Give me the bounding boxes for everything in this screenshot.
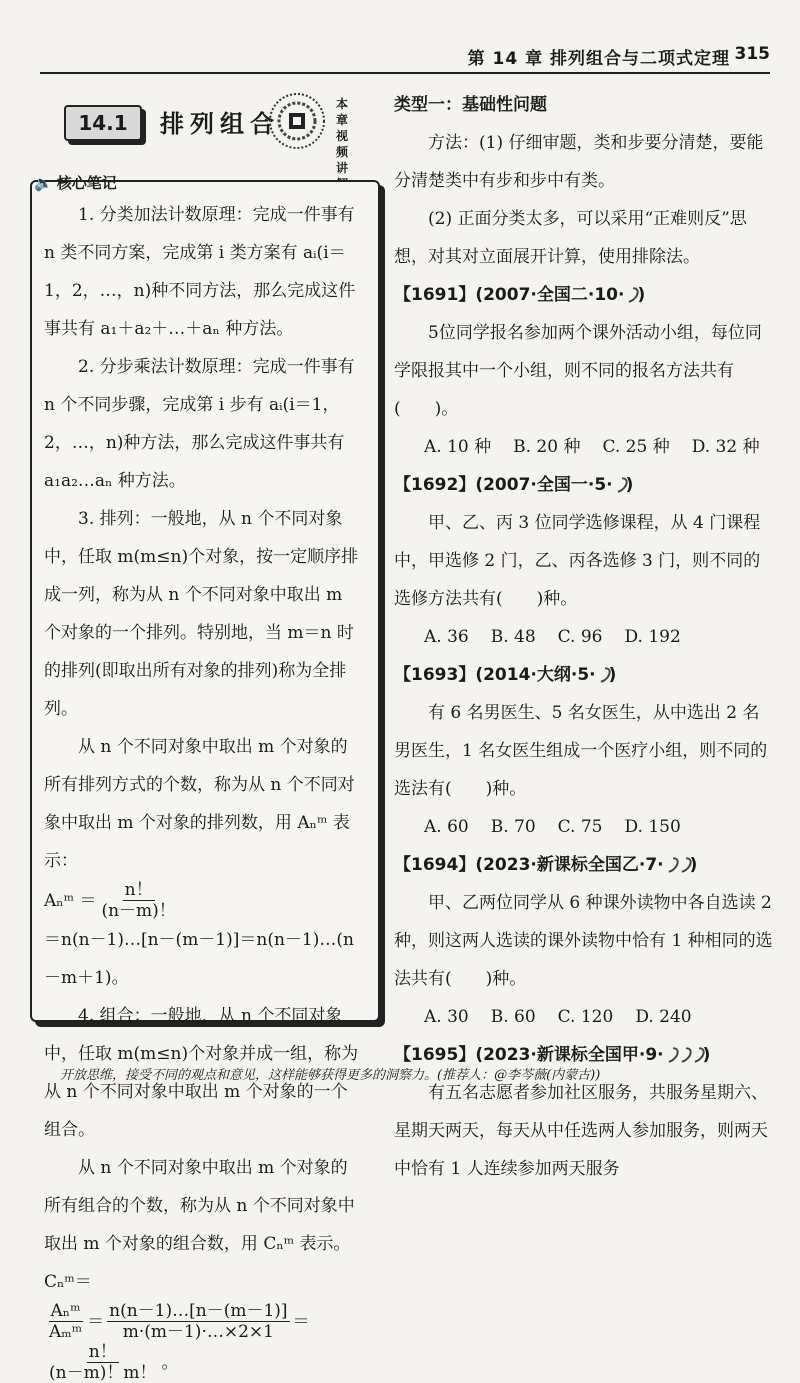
problem-stem: 有 6 名男医生、5 名女医生，从中选出 2 名男医生，1 名女医生组成一个医疗小组，则不同的选法有( )种。 xyxy=(394,703,768,799)
problem-header xyxy=(394,276,774,314)
method-one: 方法：(1) 仔细审题，类和步要分清楚，要能分清楚类中有步和步中有类。 xyxy=(394,133,764,191)
option-item: D. 192 xyxy=(624,627,681,647)
problem-source: 【1692】(2007·全国一·5· xyxy=(394,475,613,495)
core-notes-content xyxy=(44,196,362,1383)
formula-lhs: Aₙᵐ ＝ xyxy=(44,890,97,911)
option-item: B. 70 xyxy=(490,817,536,837)
option-item: A. 36 xyxy=(424,627,469,647)
section-title: 排列组合 xyxy=(160,110,280,138)
note-addition-principle: 1. 分类加法计数原理：完成一件事有 n 类不同方案，完成第 i 类方案有 aᵢ(i＝1，2，…，n)种不同方法，那么完成这件事共有 a₁＋a₂＋…＋aₙ 种方法。 xyxy=(44,205,356,339)
core-notes-label xyxy=(34,172,117,193)
note-combination-number: 从 n 个不同对象中取出 m 个对象的所有组合的个数，称为从 n 个不同对象中取出 m 个对象的组合数，用 Cₙᵐ 表示。Cₙᵐ＝ xyxy=(44,1158,355,1292)
method-two: (2) 正面分类太多，可以采用“正难则反”思想，对其对立面展开计算，使用排除法。 xyxy=(394,209,747,267)
problem-header-close: ) xyxy=(608,665,617,685)
problem-source: 【1695】(2023·新课标全国甲·9· xyxy=(394,1045,664,1065)
problem-stem: 甲、乙两位同学从 6 种课外读物中各自选读 2 种，则这两人选读的课外读物中恰有 1 种相同的选法共有( )种。 xyxy=(394,893,773,989)
fraction-numerator: Aₙᵐ xyxy=(50,1301,81,1321)
fraction-numerator: n！ xyxy=(88,1342,117,1362)
qr-caption xyxy=(336,96,352,192)
fraction xyxy=(47,1342,158,1383)
option-item: C. 25 种 xyxy=(602,437,670,457)
option-item: D. 240 xyxy=(635,1007,692,1027)
option-item: D. 32 种 xyxy=(691,437,760,457)
problems-column xyxy=(394,86,774,1188)
problem-stem: 5位同学报名参加两个课外活动小组，每位同学限报其中一个小组，则不同的报名方法共有( )。 xyxy=(394,323,762,419)
problem-options xyxy=(394,808,774,846)
fraction xyxy=(99,880,177,921)
problem-source: 【1694】(2023·新课标全国乙·7· xyxy=(394,855,664,875)
combination-formula: $\frac{\text{Aₙᵐ}}{\text{Aₘᵐ}}$ ＝ $\frac{n(n-1)\dots[n-(m-1)]}{m\cdot(m-1)\cdot\dots\times 2\times 1}$ ＝ $\frac{n!}{(n-m)!m!}$ 。 xyxy=(49,1301,310,1383)
problem-header-close: ) xyxy=(637,285,646,305)
option-item: A. 10 种 xyxy=(424,437,492,457)
problem-options xyxy=(394,998,774,1036)
fraction-denominator: (n－m)！m！ xyxy=(49,1363,157,1383)
chapter-title: 第 14 章 排列组合与二项式定理 xyxy=(467,49,730,69)
permutation-formula xyxy=(44,880,362,997)
problem-options xyxy=(394,618,774,656)
option-item: A. 60 xyxy=(424,817,469,837)
problem-header-close: ) xyxy=(689,855,698,875)
fraction-denominator: (n－m)！ xyxy=(101,901,176,921)
problem-header xyxy=(394,656,774,694)
fraction xyxy=(107,1301,289,1342)
option-item: B. 48 xyxy=(490,627,536,647)
option-item: C. 120 xyxy=(557,1007,614,1027)
fraction-denominator: m·(m－1)·…×2×1 xyxy=(122,1322,274,1342)
footer-quote: 开放思维，接受不同的观点和意见，这样能够获得更多的洞察力。(推荐人：@李芩薇(内蒙古)) xyxy=(60,1068,601,1083)
option-item: B. 20 种 xyxy=(513,437,581,457)
fraction-numerator: n！ xyxy=(124,880,153,900)
note-permutation-number: 从 n 个不同对象中取出 m 个对象的所有排列方式的个数，称为从 n 个不同对象中取出 m 个对象的排列数，用 Aₙᵐ 表示： xyxy=(44,737,355,871)
problem-options xyxy=(394,428,774,466)
page-number: 315 xyxy=(734,44,770,64)
problem-source: 【1693】(2014·大纲·5· xyxy=(394,665,596,685)
note-permutation-definition: 3. 排列：一般地，从 n 个不同对象中，任取 m(m≤n)个对象，按一定顺序排成一列，称为从 n 个不同对象中取出 m 个对象的一个排列。特别地，当 m＝n 时的排列(即取出所有对象的排列)称为全排列。 xyxy=(44,509,359,719)
option-item: A. 30 xyxy=(424,1007,469,1027)
qr-caption-line: 讲 xyxy=(336,161,349,175)
fraction xyxy=(47,1301,84,1342)
qr-caption-line: 视频 xyxy=(336,129,349,159)
option-item: C. 75 xyxy=(557,817,603,837)
formula-end: 。 xyxy=(161,1352,179,1373)
fraction-numerator: n(n－1)…[n－(m－1)] xyxy=(109,1301,288,1321)
option-item: B. 60 xyxy=(490,1007,536,1027)
problem-header-close: ) xyxy=(702,1045,711,1065)
type-title: 类型一：基础性问题 xyxy=(394,95,547,115)
problem-stem: 甲、乙、丙 3 位同学选修课程，从 4 门课程中，甲选修 2 门，乙、丙各选修 3 门，则不同的选修方法共有( )种。 xyxy=(394,513,761,609)
option-item: D. 150 xyxy=(624,817,681,837)
problem-header xyxy=(394,466,774,504)
section-number-badge: 14.1 xyxy=(64,105,142,141)
problem-stem: 有五名志愿者参加社区服务，共服务星期六、星期天两天，每天从中任选两人参加服务，则两天中恰有 1 人连续参加两天服务 xyxy=(394,1083,768,1179)
qr-code-icon[interactable] xyxy=(268,92,326,150)
option-item: C. 96 xyxy=(557,627,603,647)
core-notes-title: 核心笔记 xyxy=(56,174,117,192)
page-header xyxy=(440,40,770,74)
problem-list xyxy=(394,276,774,1188)
header-rule xyxy=(40,72,770,74)
problem-source: 【1691】(2007·全国二·10· xyxy=(394,285,625,305)
fraction-denominator: Aₘᵐ xyxy=(49,1322,83,1342)
problem-header xyxy=(394,846,774,884)
note-combination-definition: 4. 组合：一般地，从 n 个不同对象中，任取 m(m≤n)个对象并成一组，称为从 n 个不同对象中取出 m 个对象的一个组合。 xyxy=(44,1006,359,1140)
note-multiplication-principle: 2. 分步乘法计数原理：完成一件事有 n 个不同步骤，完成第 i 步有 aᵢ(i＝1，2，…，n)种方法，那么完成这件事共有 a₁a₂…aₙ 种方法。 xyxy=(44,357,355,491)
qr-caption-line: 本章 xyxy=(336,97,349,127)
speaker-icon: 🔈 xyxy=(34,173,53,192)
problem-header-close: ) xyxy=(625,475,634,495)
formula-rhs: ＝n(n－1)…[n－(m－1)]＝n(n－1)…(n－m＋1)。 xyxy=(44,930,354,988)
